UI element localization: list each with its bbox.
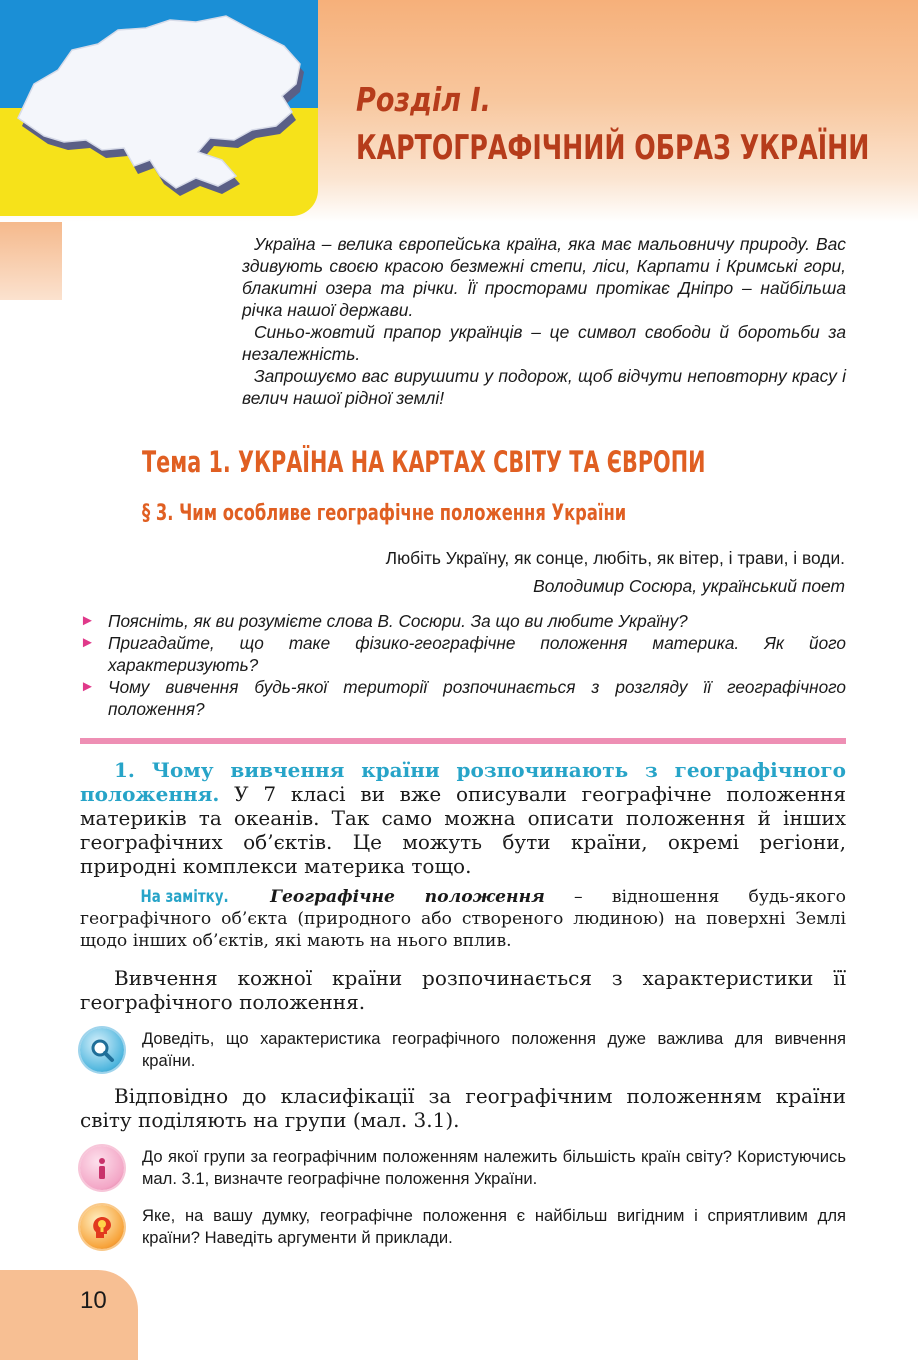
epigraph-quote: Любіть Україну, як сонце, любіть, як вітер, і трави, і води. [385,548,845,568]
triangle-bullet-icon: ► [80,634,95,651]
triangle-bullet-icon: ► [80,612,95,629]
task-opinion [80,1205,846,1249]
question-text: Поясніть, як ви розумієте слова В. Сосюри. За що ви любите Україну? [108,611,688,631]
question-item [80,632,846,676]
task-question [80,1146,846,1190]
flag-banner [0,0,318,216]
task-prove [80,1028,846,1072]
review-questions [80,610,846,720]
question-item [80,610,846,632]
topic-title: Тема 1. УКРАЇНА НА КАРТАХ СВІТУ ТА ЄВРОПИ [142,445,706,479]
info-icon [80,1146,124,1190]
intro-paragraph: Синьо-жовтий прапор українців – це символ свободи й боротьби за незалежність. [242,322,846,364]
ukraine-map-icon [0,0,318,216]
triangle-bullet-icon: ► [80,678,95,695]
section-divider [80,738,846,744]
magnifier-icon [80,1028,124,1072]
epigraph [386,544,845,600]
intro-paragraph: Україна – велика європейська країна, яка має мальовничу природу. Вас здивують своєю красою безмежні степи, ліси, Карпати і Кримські гори, блакитні озера та річки. Її просторами протікає Дніпро – найбільша річка нашої держави. [242,234,846,320]
page-number: 10 [80,1287,107,1314]
note-term: Географічне положення [270,887,545,907]
question-item [80,676,846,720]
note-box [80,886,846,952]
note-text: – відношення будь-якого географічного об’єкта (природного або створеного людиною) на поверхні Землі щодо інших об’єктів, які мають на нього вплив. [80,887,846,951]
task-text: Яке, на вашу думку, географічне положення є найбільш вигідним і сприятливим для країни? Наведіть аргументи й приклади. [142,1206,846,1247]
task-text: До якої групи за географічним положенням належить більшість країн світу? Користуючись мал. 3.1, визначте географічне положення України. [142,1147,846,1188]
question-text: Чому вивчення будь-якої території розпочинається з розгляду її географічного положення? [108,677,846,719]
lightbulb-head-icon [80,1205,124,1249]
subsection-1 [80,758,846,878]
note-label: На замітку. [140,887,229,907]
section-label: Розділ І. [356,80,491,119]
task-text: Доведіть, що характеристика географічного положення дуже важлива для вивчення країни. [142,1029,846,1070]
intro-text [242,233,846,409]
subsection-1-title: 1. Чому вивчення країни розпочинають з географічного положення. [80,758,846,806]
question-text: Пригадайте, що таке фізико-географічне положення материка. Як його характеризують? [108,633,846,675]
body-paragraph: Відповідно до класифікації за географічним положенням країни світу поділяють на групи (мал. 3.1). [80,1084,846,1132]
left-decor-stripe [0,222,62,300]
epigraph-author: Володимир Сосюра, український поет [533,576,845,596]
paragraph-title: § 3. Чим особливе географічне положення України [142,501,627,526]
subsection-1-text: У 7 класі ви вже описували географічне положення материків та океанів. Так само можна описати положення й інших географічних об’єктів. Це можуть бути країни, окремі регіони, природні комплекси материка тощо. [80,782,846,878]
intro-paragraph: Запрошуємо вас вирушити у подорож, щоб відчути неповторну красу і велич нашої рідної землі! [242,366,846,408]
page-number-tab [0,1270,138,1360]
body-paragraph: Вивчення кожної країни розпочинається з характеристики її географічного положення. [80,966,846,1014]
section-title: КАРТОГРАФІЧНИЙ ОБРАЗ УКРАЇНИ [356,128,870,168]
